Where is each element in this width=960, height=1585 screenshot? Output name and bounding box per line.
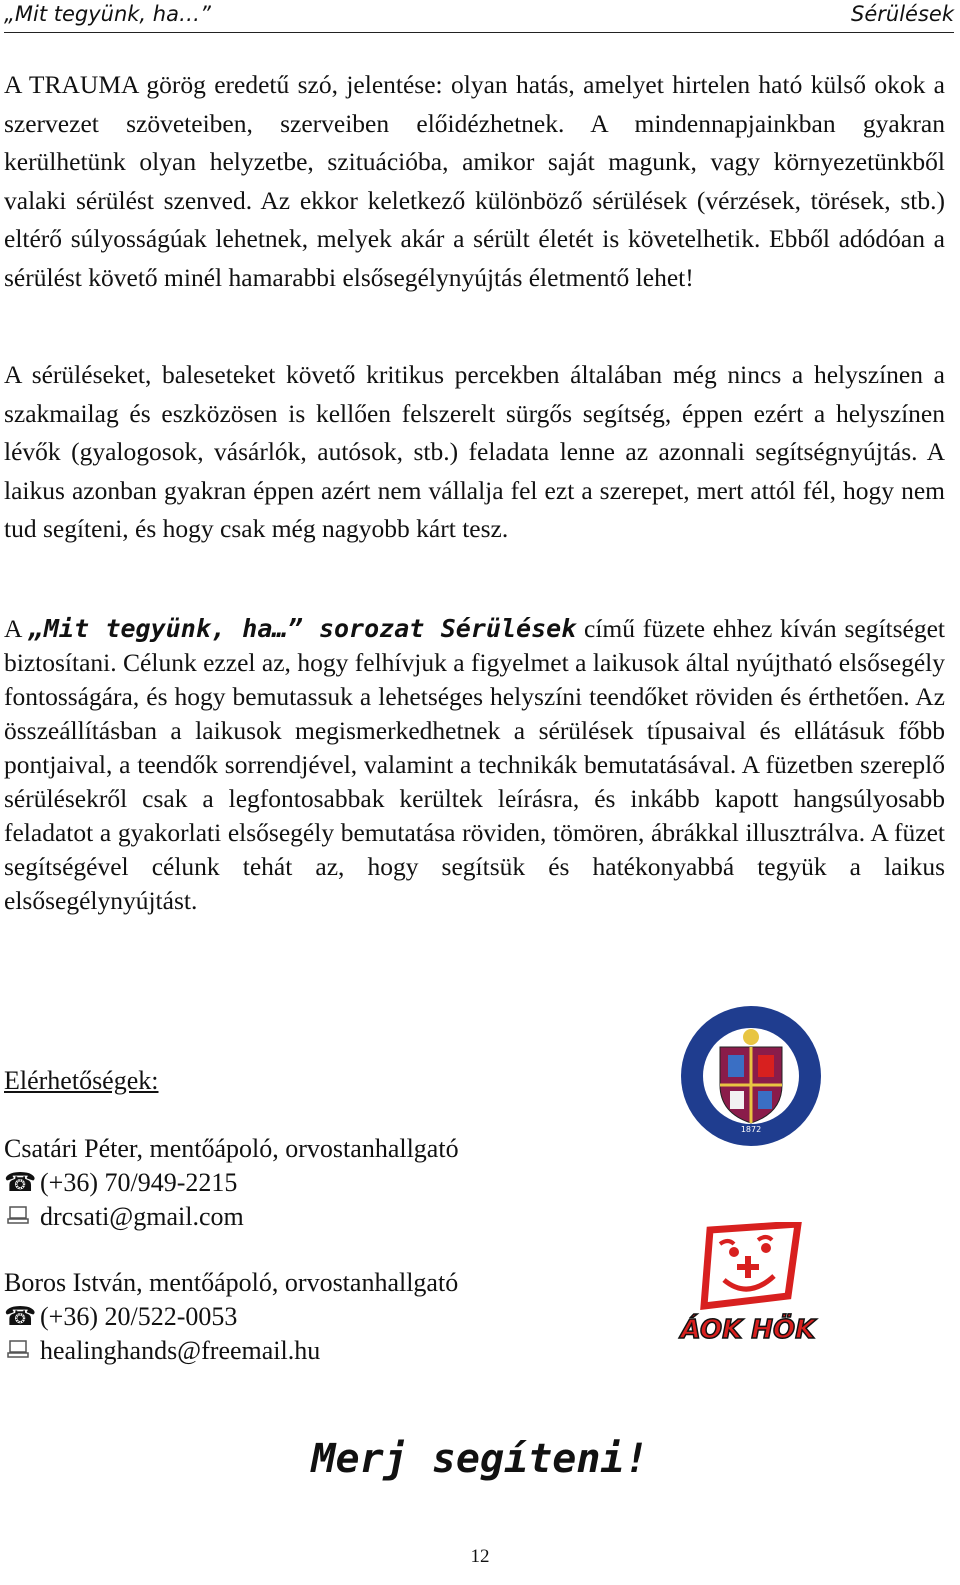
contact-phone: (+36) 70/949-2215 [40,1168,238,1197]
university-seal-logo [680,1005,822,1147]
header-section-title: Sérülések [851,2,954,26]
contacts-block [4,1064,459,1368]
series-title-emphasis: „Mit tegyünk, ha…” sorozat Sérülések [28,614,577,643]
contact-phone: (+36) 20/522-0053 [40,1302,238,1331]
computer-icon [4,1334,32,1368]
contacts-title: Elérhetőségek: [4,1066,159,1095]
contact-person [4,1266,459,1368]
phone-icon: ☎ [4,1168,37,1197]
contact-name: Boros István, mentőápoló, orvostanhallgató [4,1268,459,1297]
header-series-title: „Mit tegyünk, ha…” [4,2,211,26]
computer-icon [4,1200,32,1234]
paragraph-trauma-intro: A TRAUMA görög eredetű szó, jelentése: olyan hatás, amelyet hirtelen ható külső okok a szervezet szöveteiben, szerveiben előidézhetnek. A mindennapjainkban gyakran kerülhetünk olyan helyzetbe, szituációba, amikor saját magunk, vagy környezetünkből valaki sérülést szenved. Az ekkor keletkező különböző sérülések (vérzések, törések, stb.) eltérő súlyosságúak lehetnek, melyek akár a sérült életét is követelhetik. Ebből adódóan a sérülést követő minél hamarabbi elsősegélynyújtás életmentő lehet! [4,70,945,292]
seal-year: 1872 [740,1125,762,1134]
p3-body: című füzete ehhez kíván segítséget biztosítani. Célunk ezzel az, hogy felhívjuk a figyelmet a laikusok által nyújtható elsősegély fontosságára, és hogy bemutassuk a lehetséges helyszíni teendőket röviden és érthetően. Az összeállításban a laikusok megismerkedhetnek a sérülések típusaival és ellátásuk főbb pontjaival, a teendők sorrendjével, valamint a technikák bemutatásával. A füzetben szereplő sérülésekről csak a legfontosabbak kerültek leírásra, és inkább kapott hangsúlyosabb feladatot a gyakorlati elsősegély bemutatása röviden, tömören, ábrákkal illusztrálva. A füzet segítségével célunk tehát az, hogy segítsük és hatékonyabbá tegyük a laikus elsősegélynyújtást. [4,614,946,915]
contact-email[interactable]: healinghands@freemail.hu [40,1336,321,1365]
phone-icon: ☎ [4,1302,37,1331]
contact-name: Csatári Péter, mentőápoló, orvostanhallgató [4,1134,459,1163]
contact-person [4,1132,459,1234]
slogan: Merj segíteni! [311,1436,649,1482]
aok-hok-logo [676,1222,821,1347]
page-number: 12 [470,1546,490,1567]
contact-email[interactable]: drcsati@gmail.com [40,1202,244,1231]
p3-prefix: A [4,614,22,643]
page-header [4,2,954,33]
aok-logo-text: ÁOK HÖK [680,1315,816,1345]
paragraph-booklet-purpose [4,612,945,918]
paragraph-critical-minutes: A sérüléseket, baleseteket követő kritikus percekben általában még nincs a helyszínen a szakmailag és eszközösen is kellően felszerelt sürgős segítség, éppen ezért a helyszínen lévők (gyalogosok, vásárlók, autósok, stb.) feladata lenne az azonnali segítségnyújtás. A laikus azonban gyakran éppen azért nem vállalja fel ezt a szerepet, mert attól fél, hogy nem tud segíteni, és hogy csak még nagyobb kárt tesz. [4,360,945,543]
